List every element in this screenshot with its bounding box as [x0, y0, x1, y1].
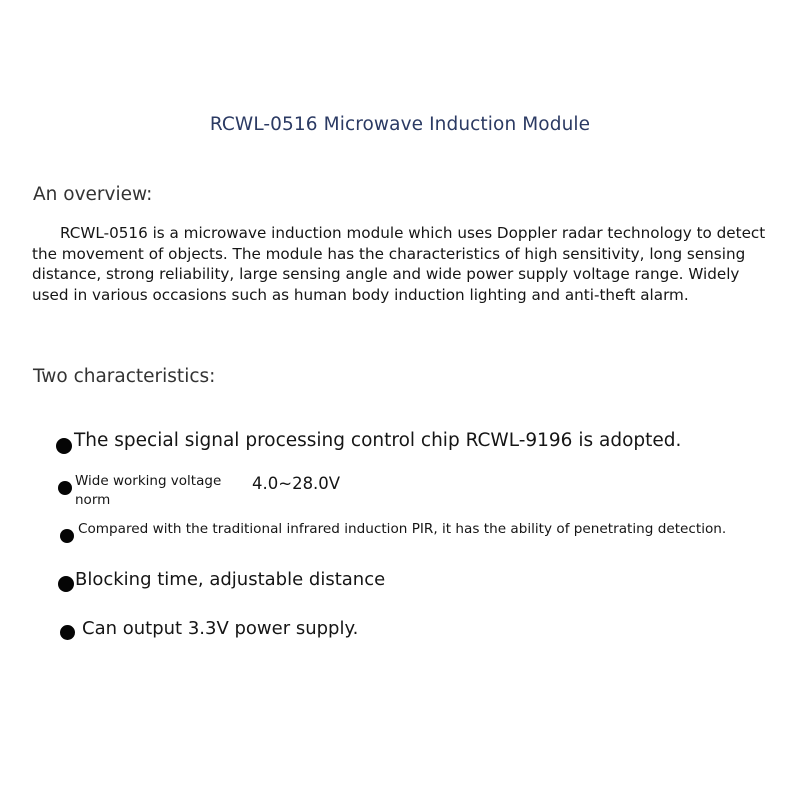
bullet-dot-icon [60, 625, 75, 640]
characteristic-item-chip: The special signal processing control chip RCWL-9196 is adopted. [74, 430, 682, 451]
characteristic-item-voltage-value: 4.0~28.0V [252, 474, 341, 493]
bullet-dot-icon [58, 576, 74, 592]
characteristic-item-power-output: Can output 3.3V power supply. [82, 618, 359, 639]
page-title: RCWL-0516 Microwave Induction Module [209, 114, 591, 135]
characteristic-item-voltage-label-norm: norm [75, 492, 111, 508]
characteristic-item-voltage-label: Wide working voltage [75, 473, 222, 489]
bullet-dot-icon [58, 481, 72, 495]
characteristic-item-penetrating: Compared with the traditional infrared induction PIR, it has the ability of penetrating detection. [78, 521, 727, 537]
bullet-dot-icon [56, 438, 72, 454]
characteristic-item-blocking-time: Blocking time, adjustable distance [75, 569, 386, 590]
bullet-dot-icon [60, 529, 74, 543]
overview-paragraph: RCWL-0516 is a microwave induction module which uses Doppler radar technology to detect the movement of objects. The module has the characteristics of high sensitivity, long sensing distance, strong reliability, large sensing angle and wide power supply voltage range. Widely used in various occasions such as human body induction lighting and anti-theft alarm. [32, 224, 766, 304]
overview-heading: An overview: [33, 184, 153, 205]
characteristics-heading: Two characteristics: [33, 366, 216, 387]
